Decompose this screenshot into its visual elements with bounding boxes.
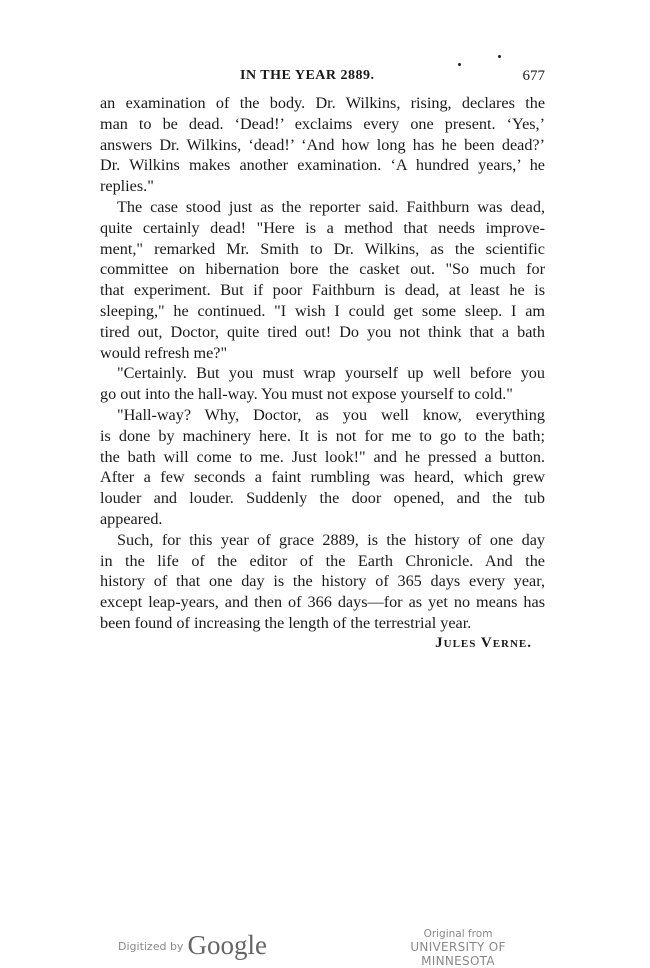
digitized-by-google — [118, 930, 267, 961]
google-logo: Google — [187, 930, 267, 960]
text-line: ment," remarked Mr. Smith to Dr. Wilkins, as the scientific — [100, 239, 545, 258]
text-line: Dr. Wilkins makes another examination. ‘A hundred years,’ he — [100, 156, 545, 175]
digitized-by-label: Digitized by — [118, 940, 184, 953]
text-line: tired out, Doctor, quite tired out! Do you not think that a bath — [100, 322, 545, 341]
text-line: is done by machinery here. It is not for me to go to the bath; — [100, 426, 545, 445]
page-header — [100, 68, 545, 88]
text-line: After a few seconds a faint rumbling was heard, which grew — [100, 468, 545, 487]
original-from — [373, 928, 543, 968]
text-line: man to be dead. ‘Dead!’ exclaims every one present. ‘Yes,’ — [100, 114, 545, 133]
text-line: been found of increasing the length of the terrestrial year. — [100, 613, 472, 632]
text-line: answers Dr. Wilkins, ‘dead!’ ‘And how long has he been dead?’ — [100, 135, 545, 154]
text-line: Such, for this year of grace 2889, is the history of one day — [117, 530, 545, 549]
text-line: replies." — [100, 177, 154, 196]
text-line: go out into the hall-way. You must not expose yourself to cold." — [100, 385, 513, 404]
scan-speck — [498, 55, 501, 58]
scan-speck — [458, 63, 461, 66]
page-number: 677 — [522, 68, 545, 84]
text-line: quite certainly dead! "Here is a method that needs improve- — [100, 218, 545, 237]
text-line: louder and louder. Suddenly the door opened, and the tub — [100, 489, 545, 508]
text-line: that experiment. But if poor Faithburn is dead, at least he is — [100, 281, 545, 300]
text-line: appeared. — [100, 509, 163, 528]
text-line: "Certainly. But you must wrap yourself up well before you — [117, 364, 545, 383]
author-signature: Jules Verne. — [435, 635, 532, 651]
institution-name: UNIVERSITY OF MINNESOTA — [410, 940, 506, 968]
text-line: history of that one day is the history of 365 days every year, — [100, 572, 545, 591]
text-line: the bath will come to me. Just look!" and he pressed a button. — [100, 447, 545, 466]
original-from-label: Original from — [423, 928, 493, 940]
text-line: committee on hibernation bore the casket out. "So much for — [100, 260, 545, 279]
body-text — [100, 93, 545, 634]
text-line: "Hall-way? Why, Doctor, as you well know, everything — [117, 405, 545, 424]
text-line: except leap-years, and then of 366 days—for as yet no means has — [100, 593, 545, 612]
text-line: would refresh me?" — [100, 343, 228, 362]
text-line: The case stood just as the reporter said. Faithburn was dead, — [117, 197, 545, 216]
running-title: IN THE YEAR 2889. — [240, 68, 375, 83]
text-line: sleeping," he continued. "I wish I could get some sleep. I am — [100, 301, 545, 320]
text-line: an examination of the body. Dr. Wilkins, rising, declares the — [100, 94, 545, 112]
text-line: in the life of the editor of the Earth Chronicle. And the — [100, 551, 545, 570]
